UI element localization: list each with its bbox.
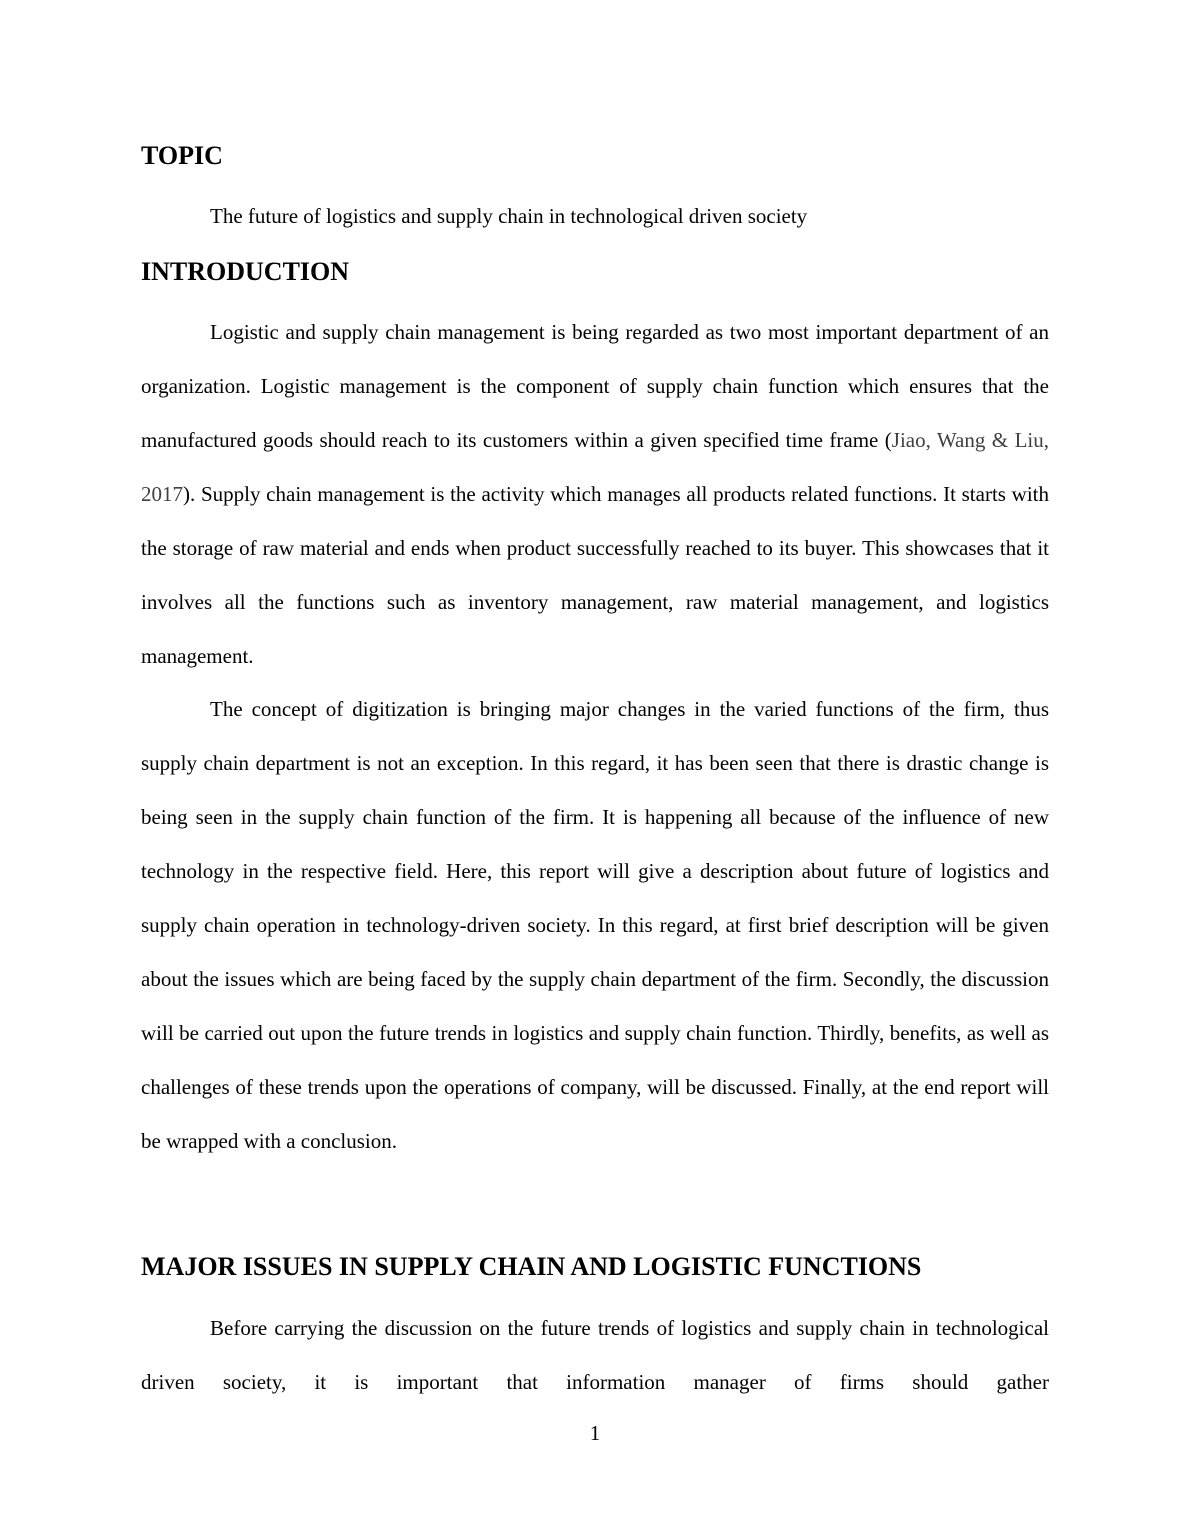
topic-heading: TOPIC	[141, 141, 223, 170]
intro-paragraph-2: The concept of digitization is bringing major changes in the varied functions of the firm, thus supply chain department is not an exception. In this regard, it has been seen that there is drastic change is being seen in the supply chain function of the firm. It is happening all because of the influence of new technology in the respective field. Here, this report will give a description about future of logistics and supply chain operation in technology-driven society. In this regard, at first brief description will be given about the issues which are being faced by the supply chain department of the firm. Secondly, the discussion will be carried out upon the future trends in logistics and supply chain function. Thirdly, benefits, as well as challenges of these trends upon the operations of company, will be discussed. Finally, at the end report will be wrapped with a conclusion.	[141, 697, 1049, 1153]
page-number: 1	[589, 1421, 601, 1445]
introduction-heading: INTRODUCTION	[141, 257, 350, 286]
intro-paragraph-1	[141, 305, 1049, 683]
issues-paragraph-1: Before carrying the discussion on the future trends of logistics and supply chain in technological driven society, it is important that information manager of firms should gather	[141, 1316, 1049, 1394]
major-issues-heading: MAJOR ISSUES IN SUPPLY CHAIN AND LOGISTIC FUNCTIONS	[141, 1252, 922, 1281]
topic-text: The future of logistics and supply chain in technological driven society	[210, 204, 808, 228]
intro-paragraph-1-text-a: Logistic and supply chain management is being regarded as two most important department of an organization. Logistic management is the component of supply chain function which ensures that the manufactured goods should reach to its customers within a given specified time frame (	[141, 320, 1049, 452]
citation: Jiao, Wang & Liu, 2017	[141, 428, 1049, 506]
intro-paragraph-1-text-b: ). Supply chain management is the activity which manages all products related functions. It starts with the storage of raw material and ends when product successfully reached to its buyer. This showcases that it involves all the functions such as inventory management, raw material management, and logistics management.	[141, 482, 1049, 668]
